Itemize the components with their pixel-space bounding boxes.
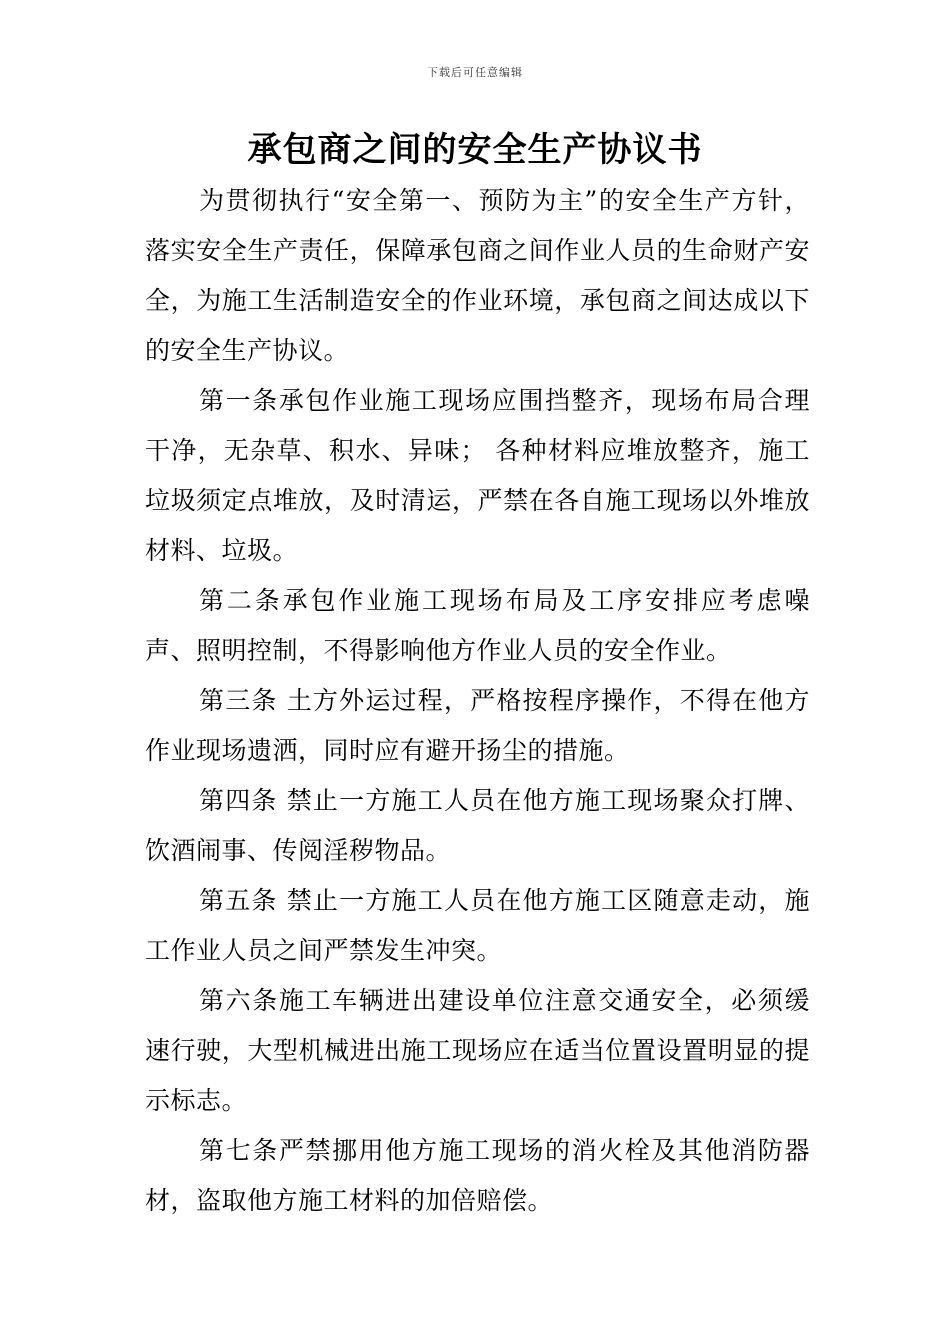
paragraph-article-1: 第一条承包作业施工现场应围挡整齐，现场布局合理干净，无杂草、积水、异味； 各种材料应堆放整齐，施工垃圾须定点堆放，及时清运，严禁在各自施工现场以外堆放材料、垃圾。 <box>145 386 810 565</box>
header-note: 下载后可任意编辑 <box>427 66 523 79</box>
paragraph-article-6: 第六条施工车辆进出建设单位注意交通安全，必须缓速行驶，大型机械进出施工现场应在适当位置设置明显的提示标志。 <box>145 986 810 1115</box>
paragraph-article-2: 第二条承包作业施工现场布局及工序安排应考虑噪声、照明控制，不得影响他方作业人员的安全作业。 <box>145 586 810 665</box>
document-title: 承包商之间的安全生产协议书 <box>247 130 703 170</box>
paragraph-article-5: 第五条 禁止一方施工人员在他方施工区随意走动，施工作业人员之间严禁发生冲突。 <box>145 886 810 965</box>
paragraph-article-3: 第三条 土方外运过程，严格按程序操作，不得在他方作业现场遗洒，同时应有避开扬尘的措施。 <box>145 686 810 765</box>
paragraph-article-4: 第四条 禁止一方施工人员在他方施工现场聚众打牌、饮酒闹事、传阅淫秽物品。 <box>145 786 810 865</box>
paragraph-article-7: 第七条严禁挪用他方施工现场的消火栓及其他消防器材，盗取他方施工材料的加倍赔偿。 <box>145 1136 810 1215</box>
paragraph-preamble: 为贯彻执行“安全第一、预防为主”的安全生产方针，落实安全生产责任，保障承包商之间作业人员的生命财产安全，为施工生活制造安全的作业环境，承包商之间达成以下的安全生产协议。 <box>145 186 810 365</box>
document-body <box>145 176 810 1226</box>
